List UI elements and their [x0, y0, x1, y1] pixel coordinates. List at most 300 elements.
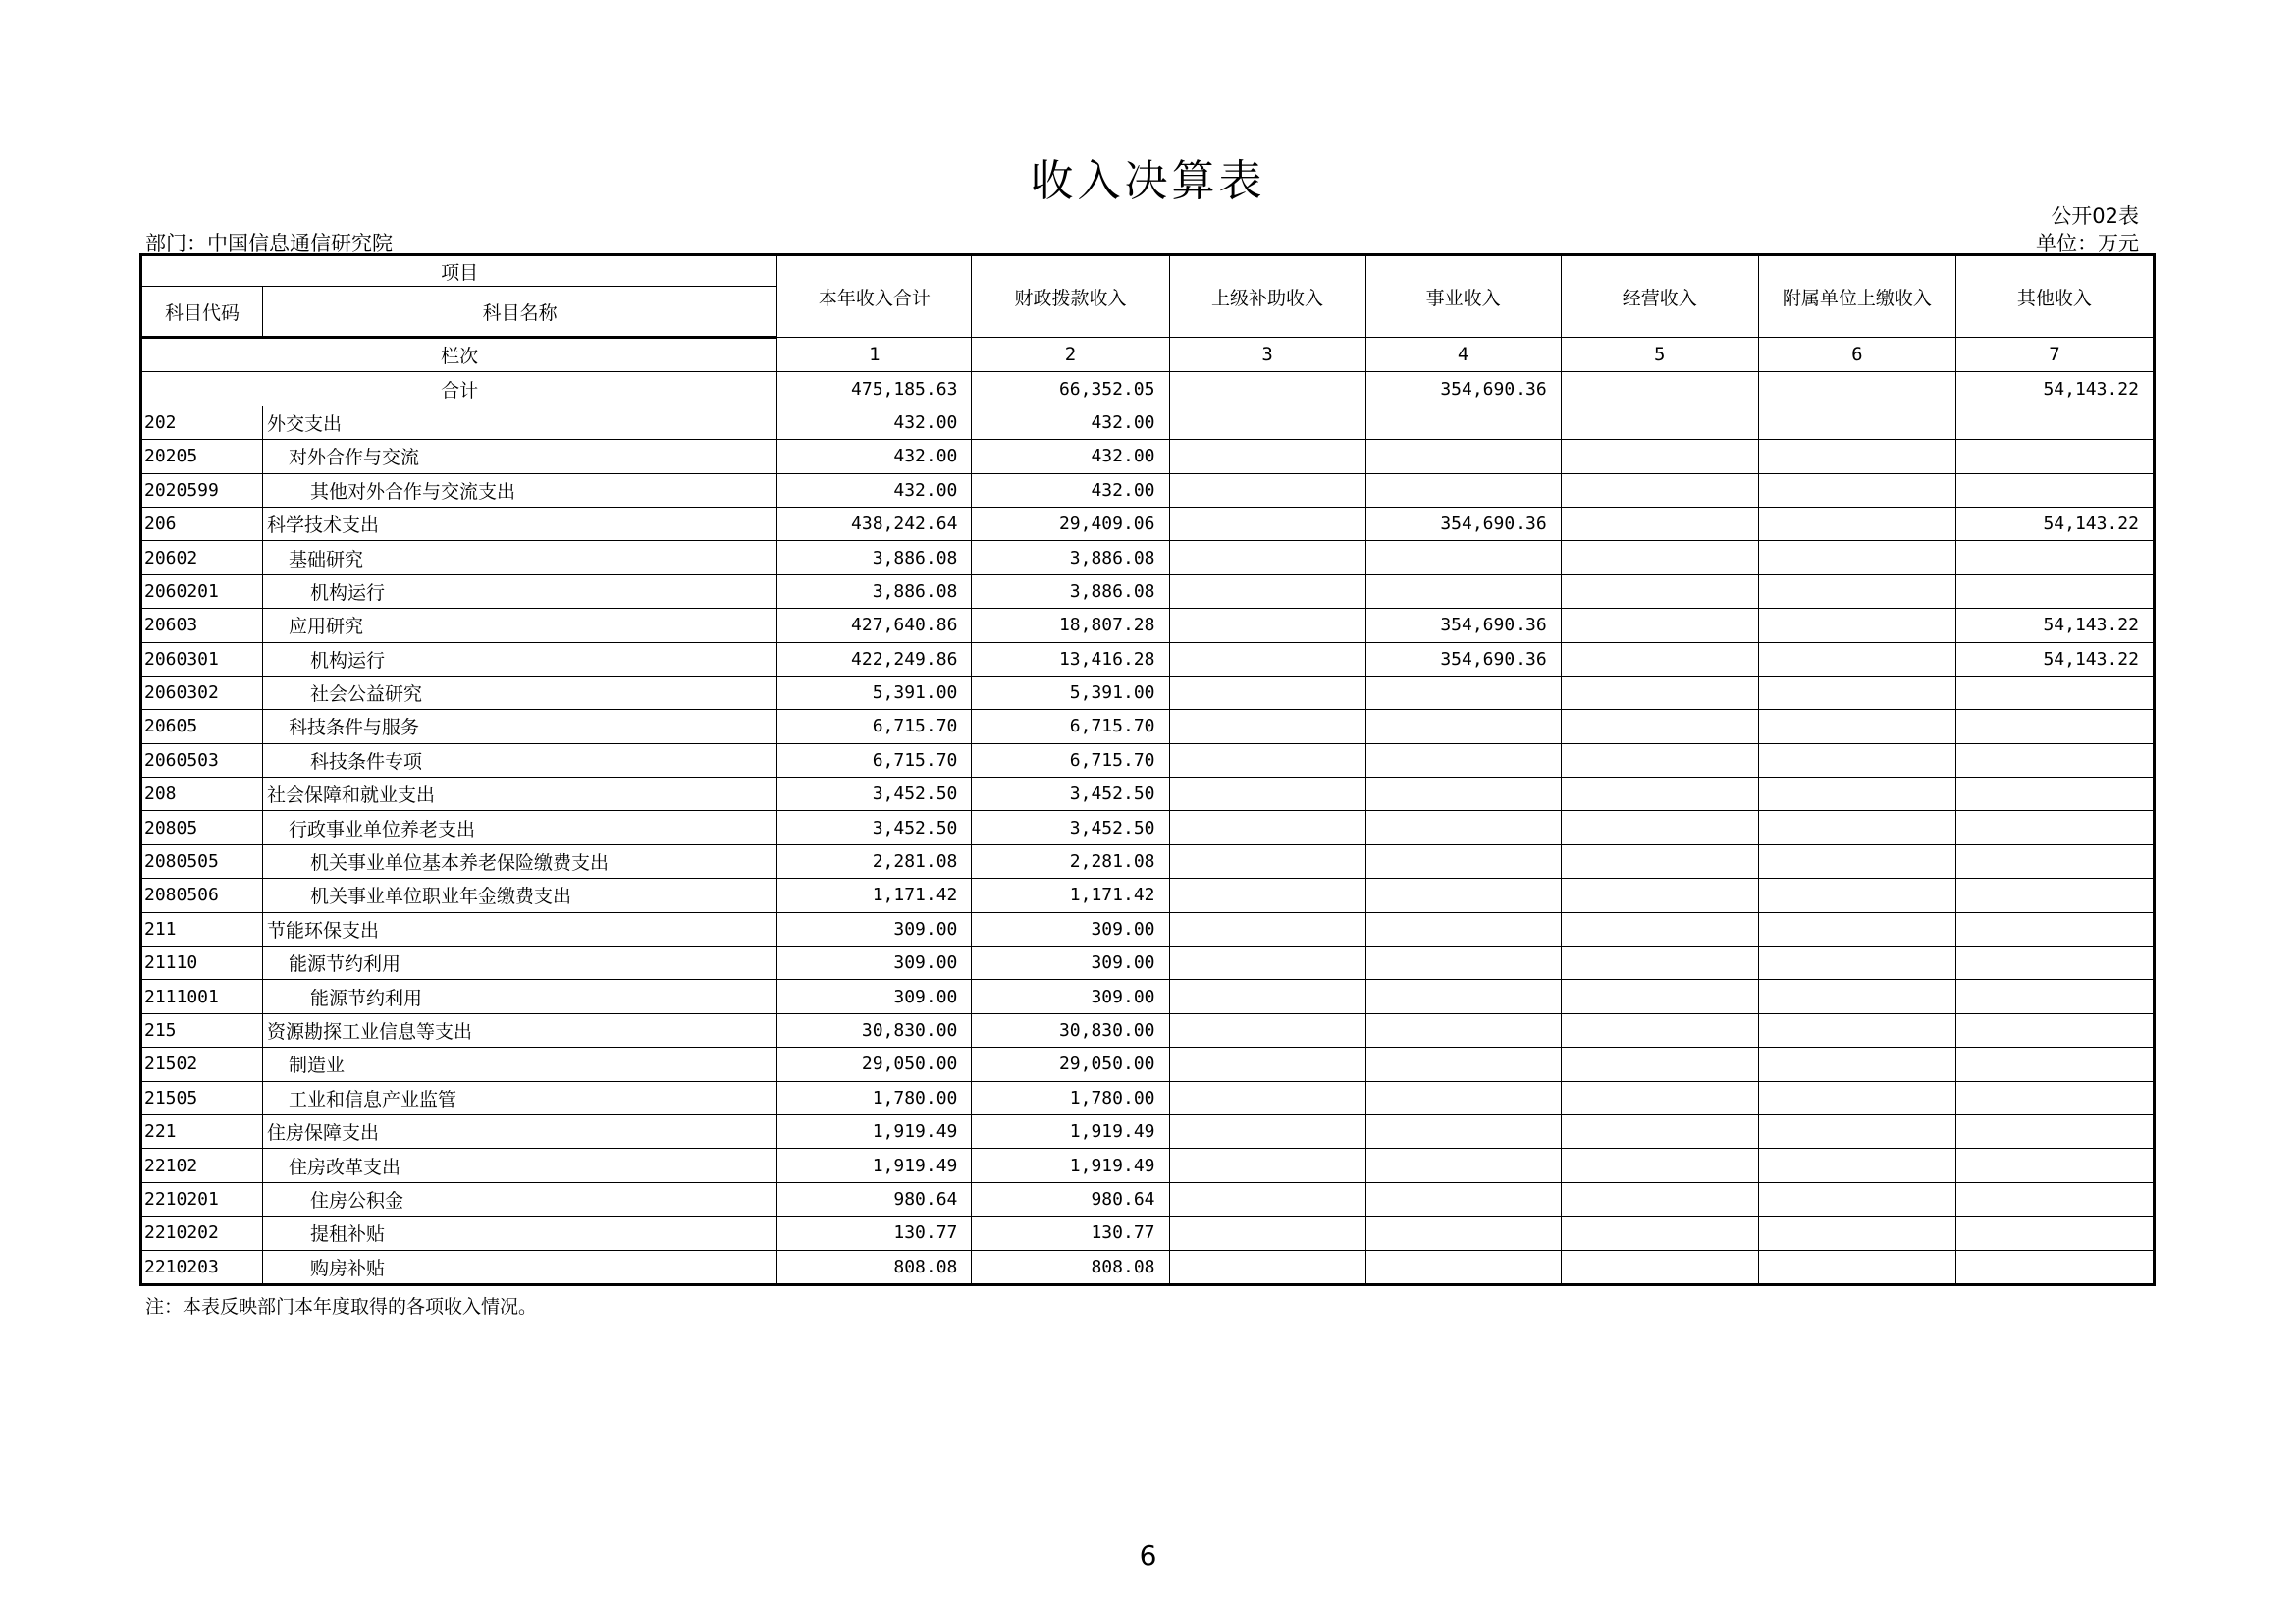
amount-cell: [1169, 778, 1365, 811]
amount-cell: [1955, 778, 2154, 811]
amount-cell: [1758, 574, 1955, 608]
table-row: [141, 642, 2155, 676]
amount-cell: 427,640.86: [777, 609, 972, 642]
amount-cell: 1,919.49: [777, 1149, 972, 1182]
subject-name-text: 购房补贴: [310, 1257, 386, 1279]
amount-cell: 309.00: [972, 912, 1169, 946]
subject-code: 20603: [141, 609, 263, 642]
amount-cell: [1758, 710, 1955, 743]
amount-cell: [1955, 406, 2154, 439]
subject-name-text: 住房改革支出: [289, 1156, 401, 1178]
amount-cell: [1169, 1149, 1365, 1182]
amount-cell: 1,780.00: [777, 1081, 972, 1114]
amount-cell: 432.00: [972, 473, 1169, 507]
subject-name: [263, 947, 777, 980]
amount-cell: [1365, 574, 1561, 608]
amount-cell: [1169, 980, 1365, 1013]
subject-code: 22102: [141, 1149, 263, 1182]
amount-cell: [1169, 642, 1365, 676]
subject-name-text: 社会保障和就业支出: [267, 785, 436, 807]
amount-cell: 354,690.36: [1365, 507, 1561, 540]
table-row: [141, 879, 2155, 912]
amount-cell: [1561, 1081, 1758, 1114]
amount-cell: 1,919.49: [972, 1114, 1169, 1148]
amount-cell: [1561, 844, 1758, 878]
subject-name: [263, 609, 777, 642]
amount-cell: [1758, 1081, 1955, 1114]
subject-name: [263, 811, 777, 844]
subject-name-text: 机关事业单位基本养老保险缴费支出: [310, 852, 610, 875]
amount-cell: 1,919.49: [777, 1114, 972, 1148]
amount-cell: [1955, 440, 2154, 473]
column-number: 4: [1365, 338, 1561, 372]
amount-cell: [1955, 912, 2154, 946]
header-col-7: 其他收入: [1955, 255, 2154, 338]
subject-name: [263, 1048, 777, 1081]
amount-cell: 29,409.06: [972, 507, 1169, 540]
amount-cell: 432.00: [777, 406, 972, 439]
subject-code: 21110: [141, 947, 263, 980]
total-value: 354,690.36: [1365, 372, 1561, 406]
subject-name-text: 住房公积金: [310, 1189, 404, 1212]
subject-name: [263, 1149, 777, 1182]
amount-cell: [1758, 879, 1955, 912]
amount-cell: 309.00: [777, 980, 972, 1013]
amount-cell: [1758, 811, 1955, 844]
table-row: [141, 1013, 2155, 1047]
amount-cell: [1561, 1217, 1758, 1250]
amount-cell: 432.00: [777, 473, 972, 507]
subject-name: [263, 1081, 777, 1114]
subject-name-text: 科学技术支出: [267, 514, 380, 537]
subject-code: 2210202: [141, 1217, 263, 1250]
amount-cell: [1758, 1048, 1955, 1081]
amount-cell: 54,143.22: [1955, 609, 2154, 642]
table-row: [141, 980, 2155, 1013]
amount-cell: [1758, 642, 1955, 676]
amount-cell: 6,715.70: [777, 743, 972, 777]
header-name: 科目名称: [263, 287, 777, 338]
amount-cell: [1955, 1081, 2154, 1114]
subject-name-text: 行政事业单位养老支出: [289, 818, 476, 840]
subject-code: 21505: [141, 1081, 263, 1114]
header-item: 项目: [141, 255, 777, 287]
income-table: [139, 253, 2156, 1286]
table-row: [141, 574, 2155, 608]
amount-cell: [1561, 1250, 1758, 1284]
amount-cell: [1955, 541, 2154, 574]
amount-cell: 1,171.42: [777, 879, 972, 912]
amount-cell: 309.00: [777, 947, 972, 980]
amount-cell: 422,249.86: [777, 642, 972, 676]
column-number: 3: [1169, 338, 1365, 372]
amount-cell: 6,715.70: [777, 710, 972, 743]
total-value: 54,143.22: [1955, 372, 2154, 406]
subject-name-text: 提租补贴: [310, 1223, 386, 1246]
amount-cell: [1561, 1013, 1758, 1047]
amount-cell: [1561, 440, 1758, 473]
subject-code: 21502: [141, 1048, 263, 1081]
subject-code: 20205: [141, 440, 263, 473]
subject-name-text: 机关事业单位职业年金缴费支出: [310, 886, 572, 908]
amount-cell: [1758, 1217, 1955, 1250]
amount-cell: 3,886.08: [972, 541, 1169, 574]
amount-cell: [1955, 1250, 2154, 1284]
subject-code: 221: [141, 1114, 263, 1148]
amount-cell: [1758, 1182, 1955, 1216]
page-title: 收入决算表: [1030, 156, 1266, 206]
amount-cell: [1561, 811, 1758, 844]
subject-name: [263, 440, 777, 473]
table-row: [141, 440, 2155, 473]
subject-name-text: 其他对外合作与交流支出: [310, 480, 516, 503]
amount-cell: [1365, 541, 1561, 574]
amount-cell: 808.08: [972, 1250, 1169, 1284]
amount-cell: [1169, 1013, 1365, 1047]
subject-name: [263, 743, 777, 777]
amount-cell: [1955, 574, 2154, 608]
total-row: [141, 372, 2155, 406]
subject-name-text: 能源节约利用: [310, 987, 423, 1009]
header-col-5: 经营收入: [1561, 255, 1758, 338]
amount-cell: [1758, 743, 1955, 777]
footnote: 注：本表反映部门本年度取得的各项收入情况。: [145, 1296, 538, 1318]
amount-cell: 5,391.00: [777, 676, 972, 709]
amount-cell: 3,452.50: [972, 778, 1169, 811]
subject-name-text: 机构运行: [310, 649, 386, 672]
amount-cell: [1758, 541, 1955, 574]
amount-cell: [1955, 743, 2154, 777]
subject-name: [263, 507, 777, 540]
amount-cell: [1561, 574, 1758, 608]
amount-cell: 30,830.00: [777, 1013, 972, 1047]
amount-cell: 309.00: [777, 912, 972, 946]
amount-cell: [1169, 947, 1365, 980]
subject-name-text: 科技条件专项: [310, 750, 423, 773]
amount-cell: [1758, 507, 1955, 540]
amount-cell: [1169, 541, 1365, 574]
subject-name: [263, 541, 777, 574]
amount-cell: [1955, 676, 2154, 709]
total-label: 合计: [141, 372, 777, 406]
amount-cell: 3,452.50: [972, 811, 1169, 844]
total-value: 66,352.05: [972, 372, 1169, 406]
amount-cell: 130.77: [972, 1217, 1169, 1250]
amount-cell: [1758, 1013, 1955, 1047]
amount-cell: [1758, 778, 1955, 811]
amount-cell: [1169, 406, 1365, 439]
amount-cell: 432.00: [972, 440, 1169, 473]
amount-cell: 3,886.08: [777, 541, 972, 574]
amount-cell: 2,281.08: [777, 844, 972, 878]
amount-cell: [1561, 676, 1758, 709]
amount-cell: [1365, 811, 1561, 844]
table-row: [141, 1149, 2155, 1182]
amount-cell: 54,143.22: [1955, 642, 2154, 676]
amount-cell: [1561, 980, 1758, 1013]
amount-cell: [1758, 1250, 1955, 1284]
table-row: [141, 947, 2155, 980]
table-row: [141, 710, 2155, 743]
amount-cell: [1758, 912, 1955, 946]
amount-cell: [1169, 676, 1365, 709]
amount-cell: [1169, 879, 1365, 912]
amount-cell: [1169, 1081, 1365, 1114]
amount-cell: 3,452.50: [777, 778, 972, 811]
amount-cell: [1169, 609, 1365, 642]
amount-cell: [1169, 1250, 1365, 1284]
subject-name: [263, 574, 777, 608]
amount-cell: [1169, 710, 1365, 743]
amount-cell: [1169, 912, 1365, 946]
amount-cell: 2,281.08: [972, 844, 1169, 878]
amount-cell: 30,830.00: [972, 1013, 1169, 1047]
subject-name-text: 住房保障支出: [267, 1122, 380, 1145]
amount-cell: [1561, 406, 1758, 439]
amount-cell: [1561, 609, 1758, 642]
amount-cell: [1365, 710, 1561, 743]
amount-cell: [1561, 507, 1758, 540]
subject-name-text: 基础研究: [289, 548, 364, 570]
subject-name-text: 科技条件与服务: [289, 717, 420, 739]
amount-cell: [1955, 879, 2154, 912]
amount-cell: [1169, 507, 1365, 540]
amount-cell: [1758, 980, 1955, 1013]
amount-cell: 354,690.36: [1365, 642, 1561, 676]
amount-cell: [1561, 642, 1758, 676]
subject-code: 2080505: [141, 844, 263, 878]
amount-cell: [1758, 609, 1955, 642]
amount-cell: [1365, 844, 1561, 878]
amount-cell: [1758, 1114, 1955, 1148]
amount-cell: [1561, 912, 1758, 946]
subject-name: [263, 980, 777, 1013]
amount-cell: [1561, 473, 1758, 507]
subject-name: [263, 642, 777, 676]
subject-code: 2210201: [141, 1182, 263, 1216]
table-row: [141, 406, 2155, 439]
amount-cell: [1561, 879, 1758, 912]
amount-cell: [1955, 844, 2154, 878]
page-number: 6: [1139, 1540, 1157, 1572]
subject-name: [263, 778, 777, 811]
subject-code: 2060302: [141, 676, 263, 709]
subject-code: 2060301: [141, 642, 263, 676]
amount-cell: 29,050.00: [777, 1048, 972, 1081]
amount-cell: [1955, 811, 2154, 844]
amount-cell: [1955, 1217, 2154, 1250]
subject-code: 2060201: [141, 574, 263, 608]
table-row: [141, 1182, 2155, 1216]
subject-code: 2080506: [141, 879, 263, 912]
header-col-4: 事业收入: [1365, 255, 1561, 338]
subject-name: [263, 1217, 777, 1250]
amount-cell: 309.00: [972, 947, 1169, 980]
amount-cell: [1561, 1048, 1758, 1081]
subject-name: [263, 710, 777, 743]
amount-cell: 13,416.28: [972, 642, 1169, 676]
subject-name: [263, 844, 777, 878]
table-row: [141, 1114, 2155, 1148]
table-row: [141, 1081, 2155, 1114]
amount-cell: [1758, 947, 1955, 980]
amount-cell: [1758, 1149, 1955, 1182]
amount-cell: [1561, 541, 1758, 574]
amount-cell: [1365, 1250, 1561, 1284]
amount-cell: [1169, 440, 1365, 473]
amount-cell: [1758, 676, 1955, 709]
amount-cell: [1365, 1013, 1561, 1047]
header-col-2: 财政拨款收入: [972, 255, 1169, 338]
subject-name: [263, 406, 777, 439]
amount-cell: [1365, 879, 1561, 912]
amount-cell: [1561, 1182, 1758, 1216]
subject-name: [263, 1182, 777, 1216]
amount-cell: [1365, 440, 1561, 473]
amount-cell: [1758, 440, 1955, 473]
subject-code: 206: [141, 507, 263, 540]
amount-cell: [1365, 980, 1561, 1013]
amount-cell: [1955, 1013, 2154, 1047]
department-label: 部门：中国信息通信研究院: [145, 232, 393, 255]
amount-cell: [1169, 1114, 1365, 1148]
total-value: [1758, 372, 1955, 406]
amount-cell: [1169, 574, 1365, 608]
amount-cell: [1561, 778, 1758, 811]
subject-code: 211: [141, 912, 263, 946]
subject-code: 20602: [141, 541, 263, 574]
subject-code: 20805: [141, 811, 263, 844]
amount-cell: [1955, 473, 2154, 507]
amount-cell: [1169, 743, 1365, 777]
amount-cell: [1169, 844, 1365, 878]
header-col-3: 上级补助收入: [1169, 255, 1365, 338]
table-row: [141, 609, 2155, 642]
table-row: [141, 473, 2155, 507]
amount-cell: [1561, 1114, 1758, 1148]
header-code: 科目代码: [141, 287, 263, 338]
table-row: [141, 1048, 2155, 1081]
amount-cell: [1365, 1217, 1561, 1250]
header-col-6: 附属单位上缴收入: [1758, 255, 1955, 338]
amount-cell: [1758, 844, 1955, 878]
table-row: [141, 811, 2155, 844]
header-col-1: 本年收入合计: [777, 255, 972, 338]
subject-name-text: 能源节约利用: [289, 953, 401, 976]
subject-name: [263, 1250, 777, 1284]
table-row: [141, 1250, 2155, 1284]
amount-cell: 980.64: [972, 1182, 1169, 1216]
subject-name: [263, 1013, 777, 1047]
amount-cell: [1365, 406, 1561, 439]
subject-code: 202: [141, 406, 263, 439]
subject-code: 2060503: [141, 743, 263, 777]
subject-code: 2020599: [141, 473, 263, 507]
amount-cell: [1365, 778, 1561, 811]
amount-cell: [1365, 1182, 1561, 1216]
amount-cell: 1,171.42: [972, 879, 1169, 912]
amount-cell: [1365, 1048, 1561, 1081]
amount-cell: 3,452.50: [777, 811, 972, 844]
amount-cell: [1169, 1217, 1365, 1250]
column-number: 5: [1561, 338, 1758, 372]
amount-cell: 980.64: [777, 1182, 972, 1216]
subject-name: [263, 912, 777, 946]
amount-cell: [1561, 947, 1758, 980]
column-number: 7: [1955, 338, 2154, 372]
column-number: 2: [972, 338, 1169, 372]
amount-cell: [1955, 1149, 2154, 1182]
amount-cell: 1,780.00: [972, 1081, 1169, 1114]
subject-code: 2111001: [141, 980, 263, 1013]
table-row: [141, 1217, 2155, 1250]
amount-cell: 309.00: [972, 980, 1169, 1013]
subject-name-text: 对外合作与交流: [289, 447, 420, 469]
amount-cell: [1365, 473, 1561, 507]
amount-cell: [1365, 1081, 1561, 1114]
subject-code: 2210203: [141, 1250, 263, 1284]
amount-cell: [1169, 473, 1365, 507]
table-row: [141, 778, 2155, 811]
amount-cell: 54,143.22: [1955, 507, 2154, 540]
table-row: [141, 541, 2155, 574]
subject-name: [263, 676, 777, 709]
subject-name-text: 资源勘探工业信息等支出: [267, 1021, 473, 1043]
table-row: [141, 743, 2155, 777]
amount-cell: [1758, 473, 1955, 507]
amount-cell: 1,919.49: [972, 1149, 1169, 1182]
amount-cell: [1365, 1149, 1561, 1182]
amount-cell: [1561, 743, 1758, 777]
amount-cell: [1365, 912, 1561, 946]
subject-code: 208: [141, 778, 263, 811]
amount-cell: [1955, 947, 2154, 980]
subject-name-text: 机构运行: [310, 581, 386, 604]
amount-cell: 3,886.08: [777, 574, 972, 608]
subject-name: [263, 1114, 777, 1148]
amount-cell: [1955, 1114, 2154, 1148]
amount-cell: [1955, 710, 2154, 743]
amount-cell: 432.00: [777, 440, 972, 473]
amount-cell: 808.08: [777, 1250, 972, 1284]
total-value: [1169, 372, 1365, 406]
amount-cell: [1365, 676, 1561, 709]
subject-code: 20605: [141, 710, 263, 743]
subject-code: 215: [141, 1013, 263, 1047]
subject-name-text: 外交支出: [267, 412, 343, 435]
amount-cell: 354,690.36: [1365, 609, 1561, 642]
amount-cell: 29,050.00: [972, 1048, 1169, 1081]
amount-cell: [1561, 1149, 1758, 1182]
amount-cell: [1169, 1048, 1365, 1081]
amount-cell: 18,807.28: [972, 609, 1169, 642]
subject-name-text: 社会公益研究: [310, 683, 423, 706]
table-row: [141, 912, 2155, 946]
form-code: 公开02表: [2051, 204, 2139, 228]
amount-cell: [1365, 743, 1561, 777]
amount-cell: [1169, 1182, 1365, 1216]
amount-cell: [1561, 710, 1758, 743]
column-label: 栏次: [141, 338, 777, 372]
amount-cell: 130.77: [777, 1217, 972, 1250]
column-number: 1: [777, 338, 972, 372]
amount-cell: [1169, 811, 1365, 844]
amount-cell: 438,242.64: [777, 507, 972, 540]
amount-cell: [1955, 1182, 2154, 1216]
table-row: [141, 507, 2155, 540]
subject-name: [263, 473, 777, 507]
table-row: [141, 676, 2155, 709]
